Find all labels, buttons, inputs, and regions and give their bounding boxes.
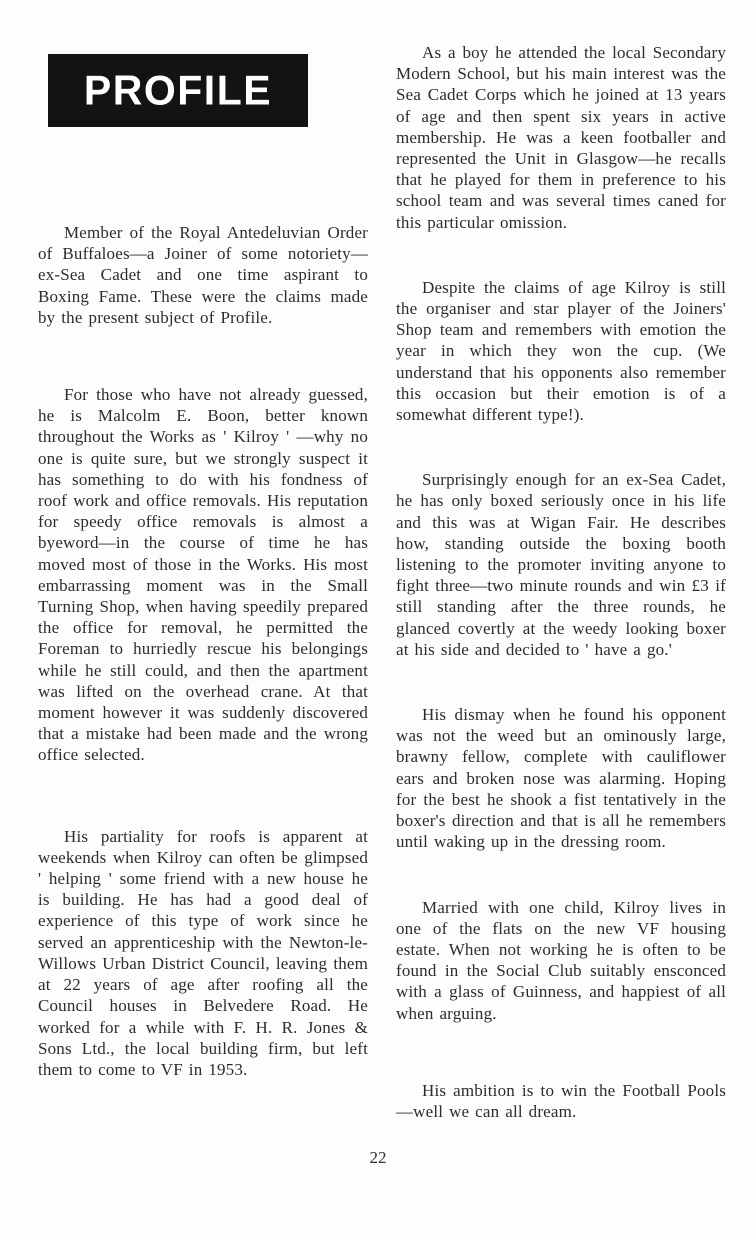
article-paragraph: Member of the Royal Antedeluvian Order of Buffaloes—a Joiner of some notoriety—ex-Sea Cadet and one time aspirant to Boxing Fame. These were the claims made by the present subject of Profile.	[38, 223, 368, 327]
right-column	[396, 0, 726, 1122]
profile-header	[48, 54, 308, 127]
article-paragraph: His ambition is to win the Football Pools—well we can all dream.	[396, 1080, 726, 1121]
article-paragraph: As a boy he attended the local Secondary Modern School, but his main interest was the Sea Cadet Corps which he joined at 13 years of age and then spent six years in active membership. He was a keen footballer and represented the Unit in Glasgow—he recalls that he played for them in preference to his school team and was several times caned for this particular omission.	[396, 43, 726, 232]
article-paragraph: Despite the claims of age Kilroy is still the organiser and star player of the Joiners' Shop team and remembers with emotion the year in which they won the cup. (We understand that his opponents also remember this occasion but their emotion is of a somewhat different type!).	[396, 277, 726, 425]
article-paragraph: For those who have not already guessed, he is Malcolm E. Boon, better known throughout the Works as ' Kilroy ' —why no one is quite sure, but we strongly suspect it has something to do with his fondness of roof work and office removals. His reputation for speedy office removals is almost a byeword—in the course of time he has moved most of those in the Works. His most embarrassing moment was in the Small Turning Shop, when having speedily prepared the office for removal, he permitted the Foreman to hurriedly rescue his belongings while he still could, and then the apartment was lifted on the overhead crane. At that moment however it was suddenly discovered that a mistake had been made and the wrong office selected.	[38, 385, 368, 765]
page-number: 22	[369, 1148, 387, 1167]
article-paragraph: His partiality for roofs is apparent at weekends when Kilroy can often be glimpsed ' helping ' some friend with a new house he is building. He has had a good deal of experience of this type of work since he served an apprenticeship with the Newton-le-Willows Urban District Council, leaving them at 22 years of age after roofing all the Council houses in Belvedere Road. He worked for a while with F. H. R. Jones & Sons Ltd., the local building firm, but left them to come to VF in 1953.	[38, 826, 368, 1079]
profile-header-label: PROFILE	[83, 66, 273, 114]
left-column	[38, 0, 368, 1080]
article-paragraph: Married with one child, Kilroy lives in one of the flats on the new VF housing estate. When not working he is often to be found in the Social Club suitably ensconced with a glass of Guinness, and happiest of all when arguing.	[396, 897, 726, 1023]
article-paragraph: Surprisingly enough for an ex-Sea Cadet, he has only boxed seriously once in his life and this was at Wigan Fair. He describes how, standing outside the boxing booth listening to the promoter inviting anyone to fight three—two minute rounds and win £3 if still standing after the three rounds, he glanced covertly at the weedy looking boxer at his side and decided to ' have a go.'	[396, 470, 726, 659]
article-paragraph: His dismay when he found his opponent was not the weed but an ominously large, brawny fellow, complete with cauliflower ears and broken nose was alarming. Hoping for the best he shook a fist tentatively in the boxer's direction and that is all he remembers until waking up in the dressing room.	[396, 705, 726, 852]
